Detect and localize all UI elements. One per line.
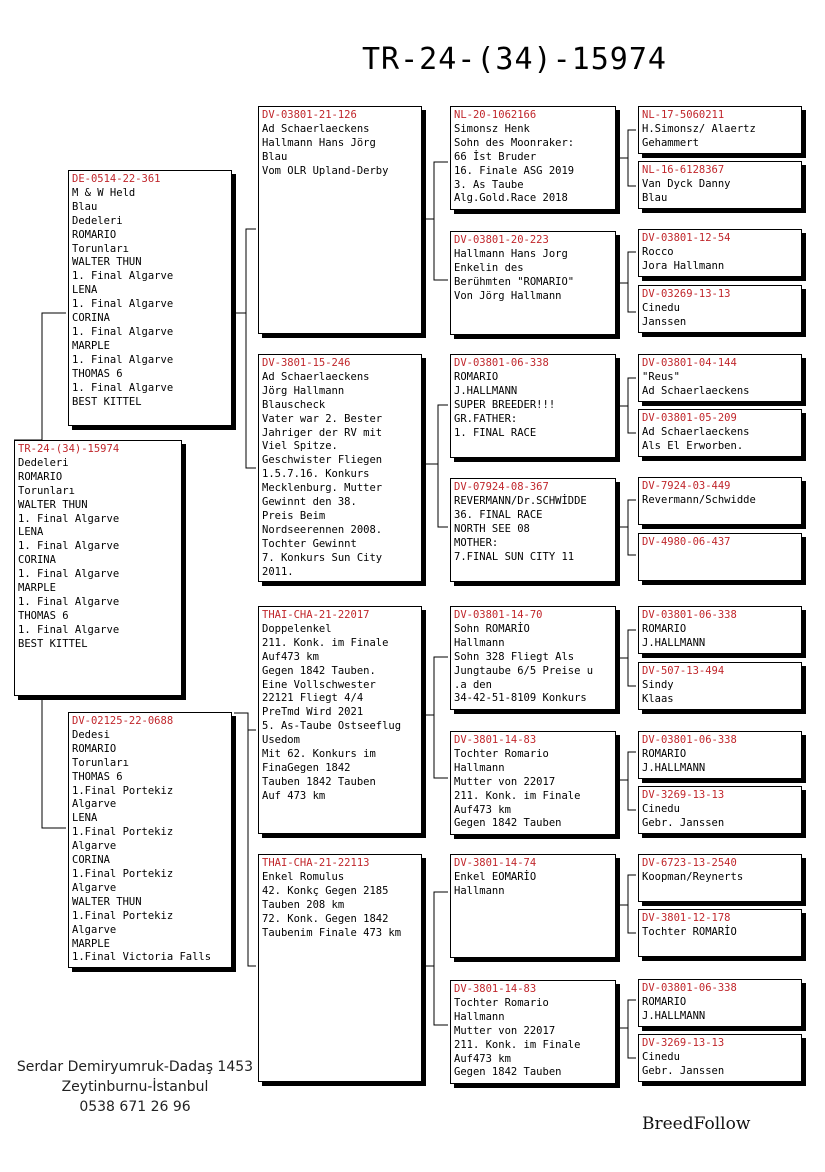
pigeon-info-line: CORINA: [18, 554, 56, 567]
pigeon-info-line: Auf473 km: [454, 803, 511, 816]
ring-number: DV-03801-05-209: [642, 412, 737, 424]
pigeon-info-line: 16. Finale ASG 2019: [454, 164, 575, 177]
connector-g3-2: [616, 252, 636, 283]
pigeon-info-line: Ad Schaerlaeckens: [642, 384, 750, 397]
pigeon-info-line: 1. FINAL RACE: [454, 426, 537, 439]
pigeon-info-line: 1.Final Victoria Falls: [72, 951, 212, 964]
pigeon-info-line: Algarve: [72, 840, 117, 853]
pigeon-info-line: Simonsz Henk: [454, 122, 530, 135]
pigeon-card-g9[interactable]: [638, 606, 802, 654]
pigeon-info-line: Hallmann: [454, 884, 505, 897]
pigeon-card-dss[interactable]: [450, 606, 616, 710]
connector-g3-1b: [628, 158, 636, 186]
pigeon-info-line: Sindy: [642, 678, 674, 691]
pigeon-info-line: Alg.Gold.Race 2018: [454, 192, 568, 205]
pigeon-info-line: MARPLE: [72, 937, 110, 950]
pigeon-info-line: 1. Final Algarve: [18, 595, 120, 608]
ring-number: NL-16-6128367: [642, 164, 725, 176]
pigeon-info-line: 1. Final Algarve: [18, 568, 120, 581]
pigeon-info-line: Eine Vollschwester: [262, 678, 376, 691]
pigeon-info-line: Cinedu: [642, 301, 680, 314]
pigeon-info-line: Dedeleri: [18, 456, 69, 469]
pigeon-card-g3[interactable]: [638, 229, 802, 277]
pigeon-info-line: FinaGegen 1842: [262, 761, 351, 774]
pigeon-info-line: WALTER THUN: [72, 895, 142, 908]
pigeon-info-line: Taubenim Finale 473 km: [262, 926, 402, 939]
pigeon-info-line: Geschwister Fliegen: [262, 454, 383, 467]
pigeon-info-line: Ad Schaerlaeckens: [642, 425, 750, 438]
connector-dam-ds: [234, 713, 256, 730]
pigeon-card-dam[interactable]: [68, 712, 232, 968]
pigeon-info-line: 1. Final Algarve: [72, 325, 174, 338]
connector-g3-6b: [628, 780, 636, 810]
pigeon-info-line: BEST KITTEL: [18, 637, 88, 650]
pigeon-card-g2[interactable]: [638, 161, 802, 209]
pigeon-card-g1[interactable]: [638, 106, 802, 154]
ring-number: DV-3801-14-83: [454, 983, 537, 995]
pigeon-info-line: 1. Final Algarve: [72, 353, 174, 366]
ring-number: THAI-CHA-21-22113: [262, 857, 370, 869]
pigeon-info-line: 1. Final Algarve: [72, 298, 174, 311]
pigeon-info-line: 66 İst Bruder: [454, 150, 537, 163]
pigeon-info-line: Enkel EOMARİO: [454, 870, 537, 883]
pigeon-info-line: Enkelin des: [454, 261, 524, 274]
connector-ds-g3: [422, 657, 448, 715]
pigeon-info-line: Dedeleri: [72, 214, 123, 227]
pigeon-info-line: Sohn des Moonraker:: [454, 136, 575, 149]
pigeon-info-line: Koopman/Reynerts: [642, 870, 744, 883]
ring-number: DV-3801-12-178: [642, 912, 731, 924]
brand-logo-text: BreedFollow: [642, 1114, 751, 1134]
connector-g3-4b: [628, 527, 636, 555]
pigeon-info-line: Doppelenkel: [262, 622, 332, 635]
connector-dd-g3b: [434, 966, 448, 1025]
pigeon-info-line: 7. Konkurs Sun City: [262, 551, 383, 564]
ring-number: DV-507-13-494: [642, 665, 725, 677]
pedigree-title: TR-24-(34)-15974: [362, 42, 667, 77]
pigeon-card-sd[interactable]: [258, 354, 422, 582]
pigeon-info-line: BEST KITTEL: [72, 395, 142, 408]
pigeon-info-line: ROMARIO: [454, 370, 499, 383]
pigeon-card-g12[interactable]: [638, 786, 802, 834]
pigeon-info-line: Mit 62. Konkurs im: [262, 748, 376, 761]
pigeon-info-line: Auf473 km: [262, 650, 319, 663]
pigeon-info-line: CORINA: [72, 854, 110, 867]
pigeon-info-line: 1. Final Algarve: [18, 512, 120, 525]
pigeon-info-line: Tochter Romario: [454, 747, 549, 760]
pigeon-card-g8[interactable]: [638, 533, 802, 581]
connector-g3-4: [616, 500, 636, 527]
ring-number: DV-03801-06-338: [454, 357, 549, 369]
pigeon-info-line: Blau: [72, 200, 98, 213]
pigeon-info-line: Torunları: [72, 756, 129, 769]
ring-number: DV-03801-14-70: [454, 609, 543, 621]
pigeon-info-line: J.HALLMANN: [454, 384, 518, 397]
pigeon-info-line: Gebr. Janssen: [642, 816, 725, 829]
pigeon-info-line: 1. Final Algarve: [18, 623, 120, 636]
pigeon-info-line: Hallmann: [454, 1010, 505, 1023]
pigeon-info-line: Tochter Romario: [454, 996, 549, 1009]
connector-ss-g3: [422, 162, 448, 219]
connector-g3-7: [616, 875, 636, 905]
pigeon-info-line: MARPLE: [72, 339, 110, 352]
pigeon-info-line: WALTER THUN: [72, 256, 142, 269]
ring-number: DV-3269-13-13: [642, 789, 725, 801]
breeder-name: Serdar Demiryumruk-Dadaş 1453: [16, 1059, 254, 1075]
pigeon-card-sss[interactable]: [450, 106, 616, 210]
pigeon-info-line: 211. Konk. im Finale: [262, 636, 389, 649]
connector-sd-g3b: [438, 464, 448, 527]
connector-sire-ss: [234, 229, 256, 313]
pigeon-info-line: Gegen 1842 Tauben: [454, 1066, 562, 1079]
pigeon-info-line: Als El Erworben.: [642, 439, 744, 452]
connector-g3-3: [616, 378, 636, 406]
pigeon-info-line: Auf473 km: [454, 1052, 511, 1065]
pigeon-info-line: Cinedu: [642, 1050, 680, 1063]
pigeon-info-line: H.Simonsz/ Alaertz: [642, 122, 756, 135]
ring-number: DV-03801-06-338: [642, 734, 737, 746]
pigeon-info-line: 7.FINAL SUN CITY 11: [454, 550, 575, 563]
pigeon-info-line: 36. FINAL RACE: [454, 508, 543, 521]
pigeon-info-line: Berühmten "ROMARIO": [454, 275, 575, 288]
pigeon-info-line: 22121 Fliegt 4/4: [262, 692, 364, 705]
pigeon-info-line: Jungtaube 6/5 Preise u: [454, 664, 594, 677]
connector-g3-8: [616, 1000, 636, 1028]
pigeon-info-line: J.HALLMANN: [642, 761, 706, 774]
pigeon-info-line: Vater war 2. Bester: [262, 412, 383, 425]
connector-g3-5b: [628, 658, 636, 686]
ring-number: DV-3801-14-83: [454, 734, 537, 746]
pigeon-info-line: 42. Konkç Gegen 2185: [262, 884, 389, 897]
pigeon-info-line: Torunları: [72, 242, 129, 255]
pigeon-info-line: SUPER BREEDER!!!: [454, 398, 556, 411]
pigeon-info-line: Mecklenburg. Mutter: [262, 482, 383, 495]
pigeon-info-line: Ad Schaerlaeckens: [262, 122, 370, 135]
pigeon-info-line: Tauben 1842 Tauben: [262, 775, 376, 788]
pigeon-info-line: 1. Final Algarve: [72, 270, 174, 283]
ring-number: DV-3801-14-74: [454, 857, 537, 869]
pigeon-card-g6[interactable]: [638, 409, 802, 457]
pigeon-card-g11[interactable]: [638, 731, 802, 779]
pigeon-card-g7[interactable]: [638, 477, 802, 525]
pigeon-card-sire[interactable]: [68, 170, 232, 426]
connector-g3-2b: [628, 283, 636, 312]
pigeon-card-dsd[interactable]: [450, 731, 616, 835]
connector-g3-3b: [628, 406, 636, 433]
pigeon-info-line: THOMAS 6: [72, 367, 123, 380]
ring-number: DV-6723-13-2540: [642, 857, 737, 869]
pigeon-info-line: Hallmann Hans Jörg: [262, 136, 376, 149]
breeder-location: Zeytinburnu-İstanbul: [61, 1079, 209, 1095]
pigeon-info-line: Preis Beim: [262, 509, 326, 522]
pigeon-info-line: M & W Held: [72, 186, 136, 199]
pigeon-info-line: LENA: [72, 812, 98, 825]
pigeon-info-line: Viel Spitze.: [262, 440, 338, 453]
pigeon-info-line: Algarve: [72, 798, 117, 811]
pigeon-info-line: ROMARIO: [642, 995, 687, 1008]
ring-number: DV-03801-06-338: [642, 982, 737, 994]
connector-sire-sd: [246, 313, 256, 468]
pigeon-info-line: 72. Konk. Gegen 1842: [262, 912, 389, 925]
pigeon-info-line: MOTHER:: [454, 536, 499, 549]
pigeon-info-line: Sohn ROMARİO: [454, 622, 530, 635]
pigeon-card-sdd[interactable]: [450, 478, 616, 582]
ring-number: THAI-CHA-21-22017: [262, 609, 370, 621]
ring-number: DV-3801-15-246: [262, 357, 351, 369]
pigeon-info-line: Cinedu: [642, 802, 680, 815]
pigeon-info-line: THOMAS 6: [18, 609, 69, 622]
pigeon-info-line: 5. As-Taube Ostseeflug: [262, 720, 402, 733]
pigeon-info-line: Vom OLR Upland-Derby: [262, 164, 389, 177]
ring-number: DV-03801-21-126: [262, 109, 357, 121]
pigeon-info-line: WALTER THUN: [18, 498, 88, 511]
pigeon-card-dds[interactable]: [450, 854, 616, 958]
pigeon-info-line: Tochter Gewinnt: [262, 537, 357, 550]
pigeon-info-line: Gegen 1842 Tauben: [454, 817, 562, 830]
pigeon-info-line: Torunları: [18, 484, 75, 497]
pigeon-info-line: Mutter von 22017: [454, 1024, 556, 1037]
pigeon-info-line: Gegen 1842 Tauben.: [262, 664, 376, 677]
breeder-phone: 0538 671 26 96: [79, 1099, 191, 1115]
pigeon-card-g10[interactable]: [638, 662, 802, 710]
pigeon-info-line: Van Dyck Danny: [642, 177, 731, 190]
pigeon-info-line: Dedesi: [72, 728, 110, 741]
pigeon-info-line: Nordseerennen 2008.: [262, 523, 383, 536]
pigeon-info-line: Klaas: [642, 692, 674, 705]
pigeon-info-line: 1.Final Portekiz: [72, 867, 174, 880]
pigeon-info-line: ROMARIO: [72, 228, 117, 241]
pigeon-info-line: Sohn 328 Fliegt Als: [454, 650, 575, 663]
pigeon-card-ssd[interactable]: [450, 231, 616, 335]
pigeon-info-line: ROMARIO: [642, 747, 687, 760]
pigeon-info-line: Mutter von 22017: [454, 775, 556, 788]
ring-number: DV-03801-06-338: [642, 609, 737, 621]
pigeon-info-line: Gehammert: [642, 136, 699, 149]
pigeon-card-sds[interactable]: [450, 354, 616, 458]
pigeon-info-line: J.HALLMANN: [642, 1009, 706, 1022]
pigeon-info-line: Hallmann: [454, 761, 505, 774]
pigeon-info-line: Von Jörg Hallmann: [454, 289, 562, 302]
pigeon-card-g15[interactable]: [638, 979, 802, 1027]
pigeon-info-line: Tauben 208 km: [262, 898, 345, 911]
pigeon-info-line: "Reus": [642, 370, 680, 383]
pigeon-info-line: 1. Final Algarve: [18, 540, 120, 553]
pigeon-info-line: Hallmann Hans Jorg: [454, 247, 568, 260]
pigeon-info-line: Auf 473 km: [262, 789, 326, 802]
connector-g3-8b: [628, 1028, 636, 1058]
pigeon-card-dd[interactable]: [258, 854, 422, 1082]
pigeon-card-ddd[interactable]: [450, 980, 616, 1084]
connector-sd-g3: [422, 405, 448, 464]
ring-number: TR-24-(34)-15974: [18, 443, 120, 455]
pigeon-info-line: Hallmann: [454, 636, 505, 649]
connector-g3-5: [616, 630, 636, 658]
pigeon-info-line: J.HALLMANN: [642, 636, 706, 649]
pigeon-info-line: CORINA: [72, 312, 110, 325]
ring-number: DV-03269-13-13: [642, 288, 731, 300]
connector-g3-1: [616, 130, 636, 158]
breeder-contact: [16, 1057, 254, 1117]
ring-number: DV-03801-12-54: [642, 232, 731, 244]
pigeon-info-line: Jörg Hallmann: [262, 384, 345, 397]
pigeon-info-line: MARPLE: [18, 582, 56, 595]
connector-subject-dam: [42, 700, 66, 828]
pigeon-info-line: Gebr. Janssen: [642, 1064, 725, 1077]
connector-dd-g3: [422, 892, 448, 966]
ring-number: DV-4980-06-437: [642, 536, 731, 548]
connector-ss-g3b: [434, 219, 448, 280]
pigeon-card-g5[interactable]: [638, 354, 802, 402]
connector-g3-7b: [628, 905, 636, 933]
pigeon-info-line: Tochter ROMARİO: [642, 925, 737, 938]
pigeon-info-line: THOMAS 6: [72, 770, 123, 783]
ring-number: NL-20-1062166: [454, 109, 537, 121]
pigeon-info-line: LENA: [18, 526, 44, 539]
pigeon-info-line: 1.5.7.16. Konkurs: [262, 468, 370, 481]
pigeon-card-g16[interactable]: [638, 1034, 802, 1082]
pigeon-info-line: Ad Schaerlaeckens: [262, 370, 370, 383]
ring-number: DV-03801-04-144: [642, 357, 737, 369]
ring-number: DV-02125-22-0688: [72, 715, 174, 727]
ring-number: DV-3269-13-13: [642, 1037, 725, 1049]
pigeon-card-subject[interactable]: [14, 440, 182, 696]
pigeon-info-line: Algarve: [72, 881, 117, 894]
ring-number: DE-0514-22-361: [72, 173, 161, 185]
pigeon-card-ss[interactable]: [258, 106, 422, 334]
pigeon-info-line: PreTmd Wird 2021: [262, 706, 364, 719]
ring-number: DV-03801-20-223: [454, 234, 549, 246]
pigeon-info-line: .a den: [454, 678, 492, 691]
connector-subject-sire: [14, 313, 66, 440]
pigeon-info-line: GR.FATHER:: [454, 412, 518, 425]
pigeon-info-line: ROMARIO: [72, 742, 117, 755]
ring-number: DV-07924-08-367: [454, 481, 549, 493]
ring-number: DV-7924-03-449: [642, 480, 731, 492]
pigeon-card-ds[interactable]: [258, 606, 422, 834]
pigeon-info-line: REVERMANN/Dr.SCHWİDDE: [454, 494, 587, 507]
pigeon-info-line: 3. As Taube: [454, 178, 524, 191]
pigeon-info-line: Rocco: [642, 245, 674, 258]
pigeon-info-line: Enkel Romulus: [262, 870, 345, 883]
pigeon-info-line: Gewinnt den 38.: [262, 496, 357, 509]
pigeon-card-g14[interactable]: [638, 909, 802, 957]
pigeon-info-line: 211. Konk. im Finale: [454, 789, 581, 802]
pigeon-info-line: Revermann/Schwidde: [642, 493, 756, 506]
pigeon-info-line: Algarve: [72, 923, 117, 936]
pigeon-info-line: 1. Final Algarve: [72, 381, 174, 394]
pigeon-info-line: Blauscheck: [262, 398, 326, 411]
pigeon-info-line: Blau: [642, 191, 668, 204]
pigeon-info-line: ROMARIO: [18, 470, 63, 483]
pigeon-card-g13[interactable]: [638, 854, 802, 902]
pigeon-info-line: Janssen: [642, 315, 687, 328]
pigeon-info-line: LENA: [72, 284, 98, 297]
pigeon-card-g4[interactable]: [638, 285, 802, 333]
pigeon-info-line: 1.Final Portekiz: [72, 826, 174, 839]
pigeon-info-line: Jahriger der RV mit: [262, 426, 383, 439]
pigeon-info-line: 211. Konk. im Finale: [454, 1038, 581, 1051]
pigeon-info-line: 34-42-51-8109 Konkurs: [454, 692, 587, 705]
pigeon-info-line: Jora Hallmann: [642, 259, 725, 272]
pigeon-info-line: 1.Final Portekiz: [72, 784, 174, 797]
pigeon-info-line: Blau: [262, 150, 288, 163]
connector-g3-6: [616, 752, 636, 780]
pigeon-info-line: 1.Final Portekiz: [72, 909, 174, 922]
connector-dam-dd: [248, 713, 256, 966]
connector-ds-g3b: [434, 715, 448, 778]
pigeon-info-line: Usedom: [262, 734, 300, 747]
pigeon-info-line: ROMARIO: [642, 622, 687, 635]
pigeon-info-line: 2011.: [262, 565, 294, 578]
ring-number: NL-17-5060211: [642, 109, 725, 121]
pigeon-info-line: NORTH SEE 08: [454, 522, 530, 535]
